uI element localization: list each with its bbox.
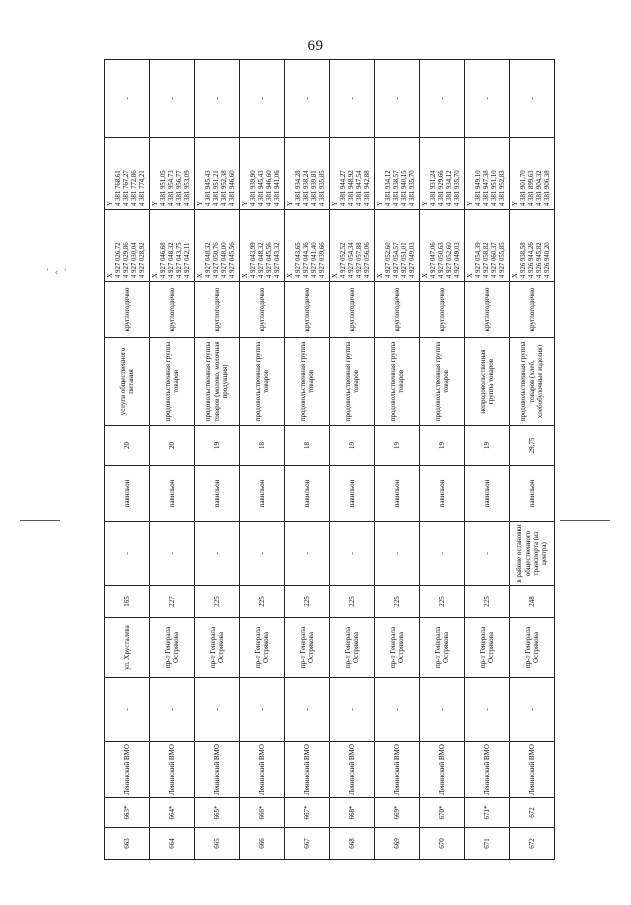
- y-coords-cell: [465, 138, 510, 210]
- note-cell: -: [465, 60, 510, 138]
- x-coord-value: Х: [377, 273, 385, 278]
- scan-line: [560, 520, 610, 521]
- table-row: [195, 60, 240, 860]
- x-coord-value: 4 927 052,52: [340, 242, 348, 278]
- street-cell: пр-т Генерала Острякова: [330, 618, 375, 678]
- y-coord-value: Y: [287, 201, 295, 206]
- object-type-cell: павильон: [375, 466, 420, 522]
- district-cell: Ленинский ВМО: [510, 742, 555, 798]
- y-coord-value: 4 381 949,10: [475, 170, 483, 206]
- landmark-cell: -: [105, 522, 150, 586]
- area-cell: 19: [195, 426, 240, 466]
- note-cell: -: [420, 60, 465, 138]
- y-coord-value: Y: [152, 201, 160, 206]
- empty-cell: -: [105, 678, 150, 742]
- table-row: [105, 60, 150, 860]
- row-id: 665*: [195, 798, 240, 828]
- x-coords-cell: [285, 210, 330, 282]
- row-number: 672: [510, 828, 555, 860]
- x-coords-cell: [465, 210, 510, 282]
- y-coord-value: 4 381 939,81: [310, 170, 318, 206]
- table-row: [420, 60, 465, 860]
- x-coord-value: 4 927 049,03: [408, 242, 416, 278]
- house-cell: 225: [240, 586, 285, 618]
- area-cell: 20: [105, 426, 150, 466]
- landmark-cell: -: [420, 522, 465, 586]
- period-cell: круглогодично: [375, 282, 420, 338]
- x-coords-cell: [510, 210, 555, 282]
- goods-group-cell: продовольственная группа товаров: [285, 338, 330, 426]
- empty-cell: -: [150, 678, 195, 742]
- empty-cell: -: [240, 678, 285, 742]
- x-coords-cell: [105, 210, 150, 282]
- house-cell: 225: [465, 586, 510, 618]
- note-cell: -: [330, 60, 375, 138]
- house-cell: 225: [330, 586, 375, 618]
- y-coord-value: Y: [422, 201, 430, 206]
- x-coord-value: 4 927 057,88: [355, 242, 363, 278]
- empty-cell: -: [510, 678, 555, 742]
- goods-group-cell: услуги общественного питания: [105, 338, 150, 426]
- object-type-cell: павильон: [465, 466, 510, 522]
- x-coord-value: 4 927 044,36: [303, 242, 311, 278]
- x-coord-value: 4 926 940,20: [543, 242, 551, 278]
- y-coords-cell: [105, 138, 150, 210]
- x-coord-value: 4 927 030,04: [130, 242, 138, 278]
- y-coords-cell: [285, 138, 330, 210]
- row-id: 668*: [330, 798, 375, 828]
- goods-group-cell: продовольственная группа товаров: [420, 338, 465, 426]
- scan-line: [20, 520, 60, 521]
- object-type-cell: павильон: [510, 466, 555, 522]
- x-coord-value: 4 927 060,37: [490, 242, 498, 278]
- x-coords-cell: [375, 210, 420, 282]
- table-row: [510, 60, 555, 860]
- district-cell: Ленинский ВМО: [150, 742, 195, 798]
- goods-group-cell: продовольственная группа товаров: [240, 338, 285, 426]
- district-cell: Ленинский ВМО: [240, 742, 285, 798]
- y-coord-value: 4 381 947,54: [355, 170, 363, 206]
- row-id: 669*: [375, 798, 420, 828]
- x-coords-cell: [330, 210, 375, 282]
- empty-cell: -: [330, 678, 375, 742]
- landmark-cell: -: [285, 522, 330, 586]
- y-coord-value: Y: [197, 201, 205, 206]
- goods-group-cell: продовольственная группа товаров: [150, 338, 195, 426]
- note-cell: -: [285, 60, 330, 138]
- period-cell: круглогодично: [240, 282, 285, 338]
- period-cell: круглогодично: [105, 282, 150, 338]
- period-cell: круглогодично: [285, 282, 330, 338]
- area-cell: 29,75: [510, 426, 555, 466]
- district-cell: Ленинский ВМО: [420, 742, 465, 798]
- y-coord-value: 4 381 954,73: [168, 170, 176, 206]
- house-cell: 248: [510, 586, 555, 618]
- object-type-cell: павильон: [195, 466, 240, 522]
- empty-cell: -: [420, 678, 465, 742]
- y-coords-cell: [150, 138, 195, 210]
- object-type-cell: павильон: [420, 466, 465, 522]
- x-coord-value: Х: [422, 273, 430, 278]
- x-coord-value: 4 927 048,32: [258, 242, 266, 278]
- x-coord-value: 4 927 050,76: [213, 242, 221, 278]
- note-cell: -: [105, 60, 150, 138]
- landmark-cell: -: [150, 522, 195, 586]
- x-coord-value: 4 927 043,32: [273, 242, 281, 278]
- y-coord-value: Y: [242, 201, 250, 206]
- period-cell: круглогодично: [465, 282, 510, 338]
- row-number: 668: [330, 828, 375, 860]
- y-coord-value: 4 381 767,27: [123, 170, 131, 206]
- y-coord-value: 4 381 952,38: [220, 170, 228, 206]
- x-coord-value: 4 927 026,72: [115, 242, 123, 278]
- y-coord-value: 4 381 938,24: [303, 170, 311, 206]
- y-coord-value: 4 381 945,43: [205, 170, 213, 206]
- note-cell: -: [150, 60, 195, 138]
- y-coord-value: 4 381 951,10: [490, 170, 498, 206]
- x-coords-cell: [240, 210, 285, 282]
- district-cell: Ленинский ВМО: [375, 742, 420, 798]
- area-cell: 19: [375, 426, 420, 466]
- area-cell: 19: [420, 426, 465, 466]
- row-number: 664: [150, 828, 195, 860]
- empty-cell: -: [375, 678, 420, 742]
- x-coord-value: 4 927 050,63: [438, 242, 446, 278]
- row-id: 663*: [105, 798, 150, 828]
- district-cell: Ленинский ВМО: [285, 742, 330, 798]
- x-coord-value: 4 927 043,75: [175, 242, 183, 278]
- note-cell: -: [240, 60, 285, 138]
- x-coord-value: 4 926 938,58: [520, 242, 528, 278]
- note-cell: -: [375, 60, 420, 138]
- period-cell: круглогодично: [510, 282, 555, 338]
- y-coord-value: 4 381 906,38: [543, 170, 551, 206]
- y-coord-value: 4 381 931,24: [430, 170, 438, 206]
- y-coord-value: 4 381 768,61: [115, 170, 123, 206]
- row-number: 667: [285, 828, 330, 860]
- street-cell: пр-т Генерала Острякова: [285, 618, 330, 678]
- street-cell: пр-т Генерала Острякова: [420, 618, 465, 678]
- y-coord-value: 4 381 953,09: [183, 170, 191, 206]
- area-cell: 20: [150, 426, 195, 466]
- y-coord-value: 4 381 904,32: [535, 170, 543, 206]
- x-coord-value: 4 927 052,60: [385, 242, 393, 278]
- goods-group-cell: продовольственная группа товаров (молоко, молочная продукция): [195, 338, 240, 426]
- x-coord-value: Х: [332, 273, 340, 278]
- x-coords-cell: [420, 210, 465, 282]
- table-row: [375, 60, 420, 860]
- y-coord-value: 4 381 934,12: [445, 170, 453, 206]
- street-cell: пр-т Генерала Острякова: [510, 618, 555, 678]
- y-coord-value: 4 381 945,43: [258, 170, 266, 206]
- y-coord-value: 4 381 956,77: [175, 170, 183, 206]
- y-coord-value: 4 381 774,21: [138, 170, 146, 206]
- period-cell: круглогодично: [330, 282, 375, 338]
- y-coord-value: Y: [332, 201, 340, 206]
- y-coord-value: 4 381 952,83: [498, 170, 506, 206]
- x-coord-value: 4 927 051,01: [400, 242, 408, 278]
- object-type-cell: павильон: [150, 466, 195, 522]
- x-coord-value: 4 927 029,86: [123, 242, 131, 278]
- x-coord-value: 4 927 048,00: [220, 242, 228, 278]
- row-number: 671: [465, 828, 510, 860]
- x-coord-value: Х: [152, 273, 160, 278]
- area-cell: 18: [240, 426, 285, 466]
- goods-group-cell: продовольственная группа товаров: [330, 338, 375, 426]
- x-coord-value: 4 927 052,60: [445, 242, 453, 278]
- x-coord-value: 4 927 045,56: [228, 242, 236, 278]
- street-cell: пр-т Генерала Острякова: [375, 618, 420, 678]
- y-coord-value: 4 381 929,66: [438, 170, 446, 206]
- y-coord-value: 4 381 946,60: [228, 170, 236, 206]
- empty-cell: -: [285, 678, 330, 742]
- y-coord-value: 4 381 951,21: [213, 170, 221, 206]
- table-row: [150, 60, 195, 860]
- x-coord-value: 4 927 049,03: [453, 242, 461, 278]
- x-coord-value: 4 927 042,11: [183, 242, 191, 278]
- x-coord-value: 4 927 043,65: [295, 242, 303, 278]
- house-cell: 165: [105, 586, 150, 618]
- y-coord-value: 4 381 939,90: [250, 170, 258, 206]
- x-coord-value: 4 927 048,32: [168, 242, 176, 278]
- y-coord-value: 4 381 934,28: [295, 170, 303, 206]
- x-coord-value: 4 927 055,85: [498, 242, 506, 278]
- district-cell: Ленинский ВМО: [195, 742, 240, 798]
- y-coord-value: 4 381 946,60: [265, 170, 273, 206]
- goods-group-cell: непродовольственная группа товаров: [465, 338, 510, 426]
- y-coord-value: 4 381 934,12: [385, 170, 393, 206]
- row-id: 672: [510, 798, 555, 828]
- district-cell: Ленинский ВМО: [330, 742, 375, 798]
- y-coord-value: 4 381 940,15: [400, 170, 408, 206]
- district-cell: Ленинский ВМО: [465, 742, 510, 798]
- note-cell: -: [510, 60, 555, 138]
- landmark-cell: -: [375, 522, 420, 586]
- street-cell: пр-т Генерала Острякова: [150, 618, 195, 678]
- register-table-wrap: [104, 60, 554, 860]
- house-cell: 225: [195, 586, 240, 618]
- x-coord-value: 4 927 046,68: [160, 242, 168, 278]
- object-type-cell: павильон: [105, 466, 150, 522]
- x-coord-value: 4 927 043,99: [250, 242, 258, 278]
- object-type-cell: павильон: [330, 466, 375, 522]
- object-type-cell: павильон: [240, 466, 285, 522]
- table-row: [285, 60, 330, 860]
- landmark-cell: -: [240, 522, 285, 586]
- empty-cell: -: [465, 678, 510, 742]
- y-coord-value: Y: [467, 201, 475, 206]
- house-cell: 227: [150, 586, 195, 618]
- y-coord-value: 4 381 938,57: [393, 170, 401, 206]
- y-coord-value: 4 381 935,85: [318, 170, 326, 206]
- x-coord-value: 4 927 054,39: [475, 242, 483, 278]
- x-coord-value: 4 927 039,66: [318, 242, 326, 278]
- x-coord-value: 4 927 056,06: [363, 242, 371, 278]
- y-coords-cell: [330, 138, 375, 210]
- row-id: 671*: [465, 798, 510, 828]
- y-coords-cell: [375, 138, 420, 210]
- y-coord-value: Y: [512, 201, 520, 206]
- empty-cell: -: [195, 678, 240, 742]
- y-coords-cell: [510, 138, 555, 210]
- x-coords-cell: [150, 210, 195, 282]
- x-coord-value: Х: [197, 273, 205, 278]
- area-cell: 19: [465, 426, 510, 466]
- x-coord-value: 4 926 945,82: [535, 242, 543, 278]
- landmark-cell: -: [195, 522, 240, 586]
- x-coord-value: 4 927 045,56: [265, 242, 273, 278]
- x-coord-value: 4 927 054,57: [393, 242, 401, 278]
- y-coords-cell: [240, 138, 285, 210]
- x-coord-value: 4 927 047,06: [430, 242, 438, 278]
- x-coord-value: Х: [287, 273, 295, 278]
- row-number: 666: [240, 828, 285, 860]
- x-coord-value: Х: [242, 273, 250, 278]
- x-coord-value: 4 927 054,34: [348, 242, 356, 278]
- goods-group-cell: продовольственная группа товаров: [375, 338, 420, 426]
- street-cell: пр-т Генерала Острякова: [195, 618, 240, 678]
- y-coord-value: Y: [377, 201, 385, 206]
- landmark-cell: в районе остановки общественного транспорта (из центра): [510, 522, 555, 586]
- x-coord-value: Х: [512, 273, 520, 278]
- y-coord-value: 4 381 944,27: [340, 170, 348, 206]
- table-row: [465, 60, 510, 860]
- y-coord-value: 4 381 935,70: [453, 170, 461, 206]
- house-cell: 225: [285, 586, 330, 618]
- y-coord-value: 4 381 941,06: [273, 170, 281, 206]
- x-coord-value: Х: [467, 273, 475, 278]
- register-table: [104, 59, 555, 860]
- y-coord-value: Y: [107, 201, 115, 206]
- house-cell: 225: [420, 586, 465, 618]
- goods-group-cell: продовольственная группа товаров (хлеб, хлебобулочные изделия): [510, 338, 555, 426]
- object-type-cell: павильон: [285, 466, 330, 522]
- x-coord-value: 4 927 041,40: [310, 242, 318, 278]
- row-number: 669: [375, 828, 420, 860]
- street-cell: ул. Хрусталева: [105, 618, 150, 678]
- landmark-cell: -: [330, 522, 375, 586]
- period-cell: круглогодично: [150, 282, 195, 338]
- row-id: 664*: [150, 798, 195, 828]
- area-cell: 19: [330, 426, 375, 466]
- y-coord-value: 4 381 951,05: [160, 170, 168, 206]
- area-cell: 18: [285, 426, 330, 466]
- x-coord-value: 4 927 048,32: [205, 242, 213, 278]
- row-number: 663: [105, 828, 150, 860]
- page-number: 69: [307, 38, 324, 54]
- row-number: 665: [195, 828, 240, 860]
- y-coord-value: 4 381 899,63: [528, 170, 536, 206]
- y-coord-value: 4 381 772,86: [130, 170, 138, 206]
- note-cell: -: [195, 60, 240, 138]
- scan-mark: ’ ‹ ': [46, 268, 67, 278]
- table-row: [330, 60, 375, 860]
- table-row: [240, 60, 285, 860]
- x-coords-cell: [195, 210, 240, 282]
- period-cell: круглогодично: [195, 282, 240, 338]
- y-coord-value: 4 381 947,38: [483, 170, 491, 206]
- x-coord-value: 4 926 944,26: [528, 242, 536, 278]
- y-coord-value: 4 381 901,70: [520, 170, 528, 206]
- row-id: 667*: [285, 798, 330, 828]
- street-cell: пр-т Генерала Острякова: [240, 618, 285, 678]
- row-number: 670: [420, 828, 465, 860]
- y-coord-value: 4 381 935,70: [408, 170, 416, 206]
- period-cell: круглогодично: [420, 282, 465, 338]
- y-coords-cell: [420, 138, 465, 210]
- row-id: 666*: [240, 798, 285, 828]
- x-coord-value: Х: [107, 273, 115, 278]
- y-coord-value: 4 381 948,92: [348, 170, 356, 206]
- y-coords-cell: [195, 138, 240, 210]
- row-id: 670*: [420, 798, 465, 828]
- x-coord-value: 4 927 058,82: [483, 242, 491, 278]
- y-coord-value: 4 381 942,88: [363, 170, 371, 206]
- x-coord-value: 4 927 028,92: [138, 242, 146, 278]
- street-cell: пр-т Генерала Острякова: [465, 618, 510, 678]
- district-cell: Ленинский ВМО: [105, 742, 150, 798]
- house-cell: 225: [375, 586, 420, 618]
- landmark-cell: -: [465, 522, 510, 586]
